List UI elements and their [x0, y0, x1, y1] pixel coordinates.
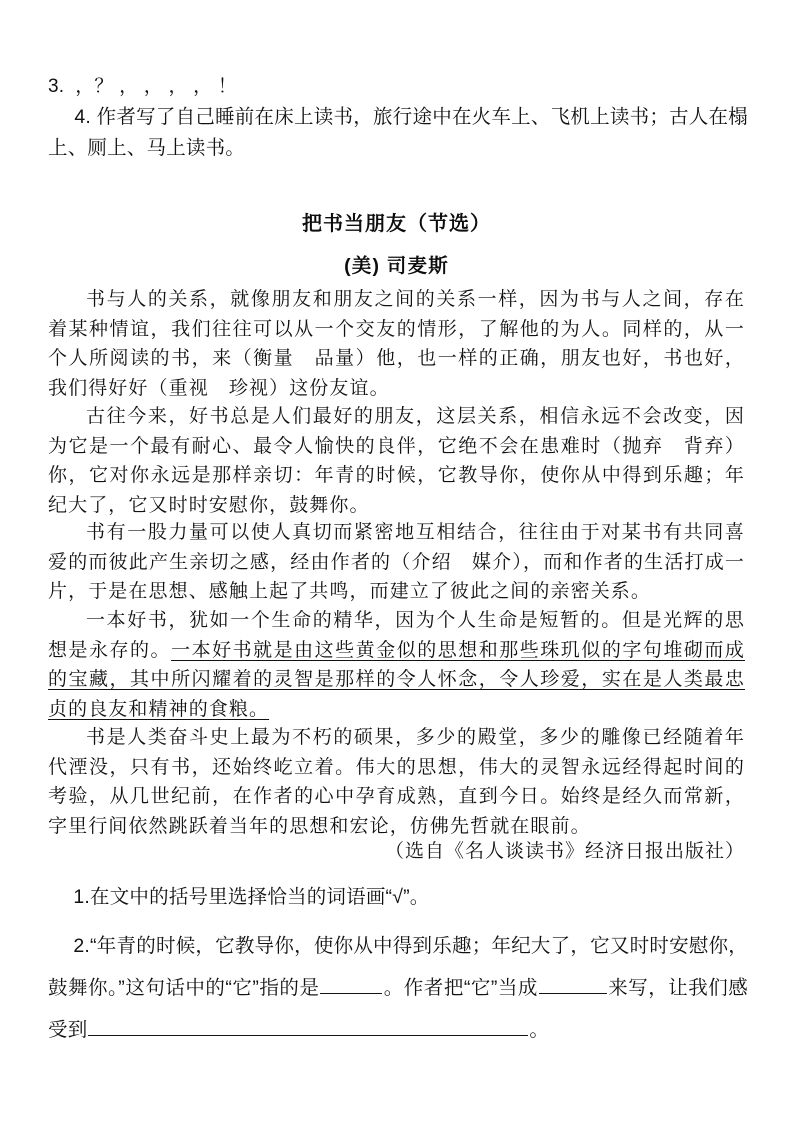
answer-blank-3[interactable] — [88, 1015, 528, 1036]
question-2-text-part-1: “年青的时候，它教导你，使你从中得到乐趣；年纪大了，它又时时安慰你，鼓舞你。”这句话中的“它”指的是 — [48, 935, 748, 999]
question-1-number: 1. — [73, 886, 91, 908]
article-paragraph: 书与人的关系，就像朋友和朋友之间的关系一样，因为书与人之间，存在着某种情谊，我们往往可以从一个交友的情形，了解他的为人。同样的，从一个人所阅读的书，来（衡量 品量）他，也一样的正确，朋友也好，书也好，我们得好好（重视 珍视）这份友谊。 — [48, 288, 745, 399]
answer-item-4: 4. 作者写了自己睡前在床上读书，旅行途中在火车上、飞机上读书；古人在榻上、厕上、马上读书。 — [48, 106, 748, 159]
question-1-text: 在文中的括号里选择恰当的词语画“√”。 — [90, 886, 430, 908]
article-paragraph-underlined — [48, 606, 745, 724]
question-2-text-part-3: 来写，让我们感受到 — [48, 977, 749, 1041]
question-2-text-part-4: 。 — [529, 1019, 550, 1041]
answer-blank-1[interactable] — [320, 973, 382, 994]
question-2-text-part-2: 。作者把“它”当成 — [383, 977, 538, 999]
article-paragraph: 书有一股力量可以使人真切而紧密地互相结合，往往由于对某书有共同喜爱的而彼此产生亲切之感，经由作者的（介绍 媒介），而和作者的生活打成一片，于是在思想、感触上起了共鸣，而建立了彼此之间的亲密关系。 — [48, 521, 745, 602]
question-2-number: 2. — [73, 935, 91, 957]
answer-item-3: 3. ，？ ， ， ， ， ！ — [48, 76, 237, 97]
question-1 — [48, 882, 748, 913]
article-paragraph: 书是人类奋斗史上最为不朽的硕果，多少的殿堂，多少的雕像已经随着年代湮没，只有书，还始终屹立着。伟大的思想，伟大的灵智永远经得起时间的考验，从几世纪前，在作者的心中孕育成熟，直到今日。始终是经久而常新，字里行间依然跳跃着当年的思想和宏论，仿佛先哲就在眼前。 — [48, 726, 745, 837]
answer-blank-2[interactable] — [539, 973, 607, 994]
paragraph-4-underlined-sentence: 一本好书就是由这些黄金似的思想和那些珠玑似的字句堆砌而成的宝藏，其中所闪耀着的灵智是那样的令人怀念，令人珍爱，实在是人类最忠贞的良友和精神的食粮。 — [48, 638, 745, 720]
answers-block — [48, 72, 748, 164]
article-title: 把书当朋友（节选） — [302, 213, 491, 235]
paragraph-4-plain: 一本好书，犹如一个生命的精华，因为个人生命是短暂的。但是光辉的思想是永存的。 — [48, 609, 745, 661]
source-attribution: （选自《名人谈读书》经济日报出版社） — [384, 840, 745, 862]
article-byline: (美) 司麦斯 — [344, 255, 449, 277]
article-paragraph: 古往今来，好书总是人们最好的朋友，这层关系，相信永远不会改变，因为它是一个最有耐心、最令人愉快的良伴，它绝不会在患难时（抛弃 背弃）你，它对你永远是那样亲切：年青的时候，它教导你，使你从中得到乐趣；年纪大了，它又时时安慰你，鼓舞你。 — [48, 405, 745, 516]
question-2 — [48, 925, 748, 1051]
